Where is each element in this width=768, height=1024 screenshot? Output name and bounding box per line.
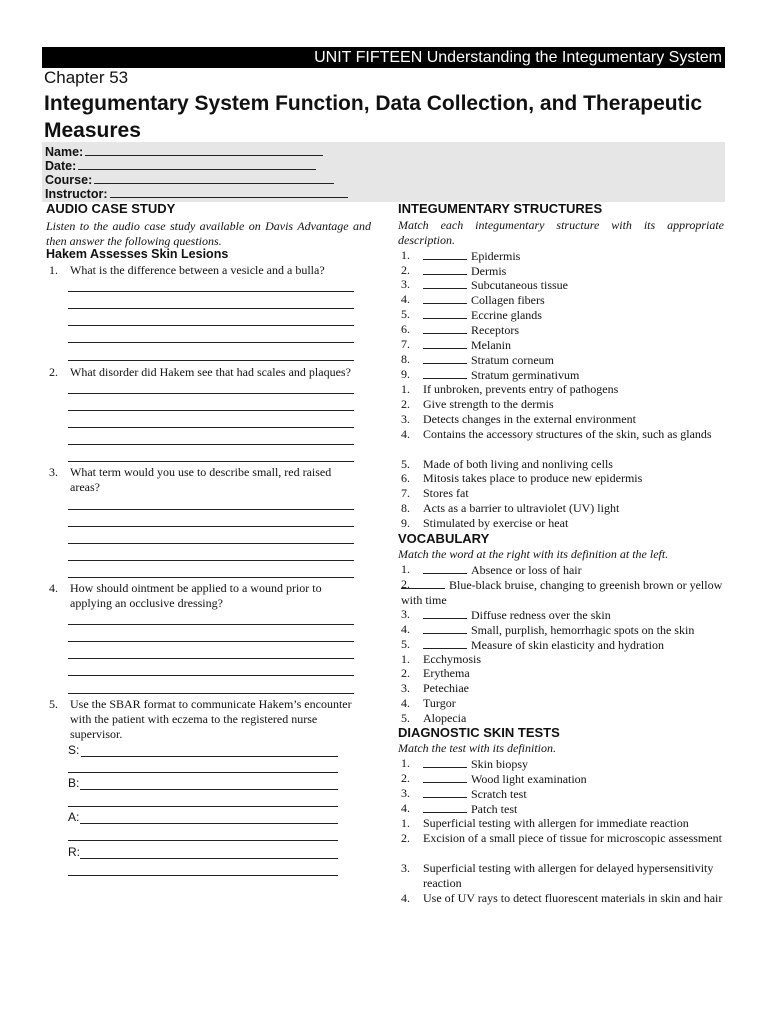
answer-line[interactable] bbox=[68, 410, 354, 411]
answer-line[interactable] bbox=[68, 427, 354, 428]
list-item: 1. Superficial testing with allergen for immediate reaction bbox=[401, 816, 689, 830]
list-item: 9. Stratum germinativum bbox=[401, 367, 580, 382]
list-item: 3. Petechiae bbox=[401, 681, 469, 695]
question-3: 3. What term would you use to describe small, red raised areas? bbox=[49, 465, 332, 494]
answer-line[interactable] bbox=[68, 658, 354, 659]
list-item: 2. Wood light examination bbox=[401, 771, 587, 786]
instructor-row bbox=[45, 186, 348, 201]
list-item: 1. If unbroken, prevents entry of pathogens bbox=[401, 382, 619, 396]
answer-line[interactable] bbox=[68, 342, 354, 343]
course-field[interactable] bbox=[94, 172, 334, 184]
list-item: 3. Diffuse redness over the skin bbox=[401, 607, 611, 622]
audio-case-intro: Listen to the audio case study available on Davis Advantage and then answer the following questions. bbox=[46, 219, 371, 248]
answer-blank[interactable] bbox=[423, 801, 467, 813]
audio-case-heading: AUDIO CASE STUDY bbox=[46, 201, 176, 216]
question-2: 2. What disorder did Hakem see that had scales and plaques? bbox=[49, 365, 351, 379]
name-field[interactable] bbox=[85, 144, 323, 156]
chapter-label: Chapter 53 bbox=[44, 68, 129, 87]
list-item: 1. Epidermis bbox=[401, 248, 521, 263]
answer-blank[interactable] bbox=[423, 786, 467, 798]
question-1: 1. What is the difference between a vesicle and a bulla? bbox=[49, 263, 325, 277]
course-label: Course: bbox=[45, 173, 93, 187]
list-item: 7. Melanin bbox=[401, 337, 511, 352]
list-item: 2. Excision of a small piece of tissue for microscopic assessment bbox=[401, 831, 722, 845]
list-item: 8. Acts as a barrier to ultraviolet (UV) light bbox=[401, 501, 620, 515]
answer-line[interactable] bbox=[68, 772, 338, 773]
list-item: 5. Eccrine glands bbox=[401, 307, 542, 322]
sbar-s-field[interactable] bbox=[81, 756, 338, 757]
answer-blank[interactable] bbox=[423, 607, 467, 619]
diagnostic-heading: DIAGNOSTIC SKIN TESTS bbox=[398, 725, 560, 740]
answer-line[interactable] bbox=[68, 461, 354, 462]
vocabulary-heading: VOCABULARY bbox=[398, 531, 490, 546]
list-item: 5. Made of both living and nonliving cells bbox=[401, 457, 613, 471]
list-item: 2. Erythema bbox=[401, 666, 470, 680]
list-item: 4. Turgor bbox=[401, 696, 456, 710]
list-item: 3. Detects changes in the external environment bbox=[401, 412, 636, 426]
structures-heading: INTEGUMENTARY STRUCTURES bbox=[398, 201, 603, 216]
list-item: 4. Collagen fibers bbox=[401, 292, 545, 307]
date-label: Date: bbox=[45, 159, 77, 173]
answer-blank[interactable] bbox=[423, 352, 467, 364]
answer-blank[interactable] bbox=[423, 622, 467, 634]
answer-line[interactable] bbox=[68, 577, 354, 578]
sbar-a-field[interactable] bbox=[80, 823, 338, 824]
answer-blank[interactable] bbox=[423, 367, 467, 379]
name-label: Name: bbox=[45, 145, 84, 159]
list-item: 7. Stores fat bbox=[401, 486, 469, 500]
answer-line[interactable] bbox=[68, 509, 354, 510]
list-item: 4. Use of UV rays to detect fluorescent materials in skin and hair bbox=[401, 891, 723, 905]
answer-line[interactable] bbox=[68, 875, 338, 876]
answer-blank[interactable] bbox=[423, 322, 467, 334]
instructor-label: Instructor: bbox=[45, 187, 108, 201]
list-item: 9. Stimulated by exercise or heat bbox=[401, 516, 569, 530]
sbar-r-field[interactable] bbox=[80, 858, 338, 859]
answer-line[interactable] bbox=[68, 560, 354, 561]
question-4: 4. How should ointment be applied to a wound prior to applying an occlusive dressing? bbox=[49, 581, 322, 610]
answer-blank[interactable] bbox=[423, 337, 467, 349]
vocabulary-intro: Match the word at the right with its definition at the left. bbox=[398, 547, 669, 561]
answer-line[interactable] bbox=[68, 526, 354, 527]
sbar-r-label: R: bbox=[68, 845, 80, 859]
answer-blank[interactable] bbox=[423, 263, 467, 275]
answer-line[interactable] bbox=[68, 325, 354, 326]
answer-blank[interactable] bbox=[423, 756, 467, 768]
sbar-s-label: S: bbox=[68, 743, 80, 757]
answer-line[interactable] bbox=[68, 543, 354, 544]
list-item: 2. Give strength to the dermis bbox=[401, 397, 554, 411]
list-item: 5. Measure of skin elasticity and hydration bbox=[401, 637, 664, 652]
answer-line[interactable] bbox=[68, 840, 338, 841]
list-item: 6. Receptors bbox=[401, 322, 519, 337]
course-row bbox=[45, 172, 334, 187]
list-item: 8. Stratum corneum bbox=[401, 352, 554, 367]
list-item: 2. Blue-black bruise, changing to greenish brown or yellow with time bbox=[401, 577, 723, 607]
page-title: Integumentary System Function, Data Collection, and Therapeutic Measures bbox=[44, 92, 703, 142]
answer-blank[interactable] bbox=[423, 771, 467, 783]
answer-line[interactable] bbox=[68, 360, 354, 361]
answer-blank[interactable] bbox=[423, 307, 467, 319]
answer-blank[interactable] bbox=[423, 637, 467, 649]
sbar-b-label: B: bbox=[68, 776, 80, 790]
list-item: 6. Mitosis takes place to produce new epidermis bbox=[401, 471, 643, 485]
list-item: 1. Absence or loss of hair bbox=[401, 562, 582, 577]
list-item: 2. Dermis bbox=[401, 263, 507, 278]
answer-line[interactable] bbox=[68, 693, 354, 694]
answer-blank[interactable] bbox=[423, 277, 467, 289]
list-item: 1. Ecchymosis bbox=[401, 652, 481, 666]
list-item: 4. Patch test bbox=[401, 801, 518, 816]
answer-blank[interactable] bbox=[423, 248, 467, 260]
structures-intro: Match each integumentary structure with its appropriate description. bbox=[398, 218, 724, 247]
sbar-a-label: A: bbox=[68, 810, 80, 824]
list-item: 3. Superficial testing with allergen for delayed hypersensitivity reaction bbox=[401, 861, 714, 890]
instructor-field[interactable] bbox=[110, 186, 348, 198]
sbar-b-field[interactable] bbox=[80, 789, 338, 790]
answer-line[interactable] bbox=[68, 393, 354, 394]
answer-line[interactable] bbox=[68, 308, 354, 309]
answer-line[interactable] bbox=[68, 624, 354, 625]
date-row bbox=[45, 158, 316, 173]
answer-line[interactable] bbox=[68, 641, 354, 642]
name-row bbox=[45, 144, 323, 159]
date-field[interactable] bbox=[78, 158, 316, 170]
list-item: 1. Skin biopsy bbox=[401, 756, 529, 771]
unit-banner: UNIT FIFTEEN Understanding the Integumentary System bbox=[42, 47, 725, 68]
question-5: 5. Use the SBAR format to communicate Hakem’s encounter with the patient with eczema to the registered nurse supervisor. bbox=[49, 697, 352, 741]
answer-line[interactable] bbox=[68, 291, 354, 292]
answer-line[interactable] bbox=[68, 444, 354, 445]
list-item: 3. Subcutaneous tissue bbox=[401, 277, 568, 292]
answer-line[interactable] bbox=[68, 806, 338, 807]
list-item: 4. Small, purplish, hemorrhagic spots on the skin bbox=[401, 622, 695, 637]
answer-blank[interactable] bbox=[423, 292, 467, 304]
list-item: 4. Contains the accessory structures of the skin, such as glands bbox=[401, 427, 712, 441]
answer-blank[interactable] bbox=[423, 562, 467, 574]
diagnostic-intro: Match the test with its definition. bbox=[398, 741, 556, 755]
list-item: 3. Scratch test bbox=[401, 786, 527, 801]
answer-line[interactable] bbox=[68, 675, 354, 676]
student-info-box bbox=[42, 142, 725, 202]
list-item: 5. Alopecia bbox=[401, 711, 467, 725]
audio-case-subheading: Hakem Assesses Skin Lesions bbox=[46, 247, 229, 261]
